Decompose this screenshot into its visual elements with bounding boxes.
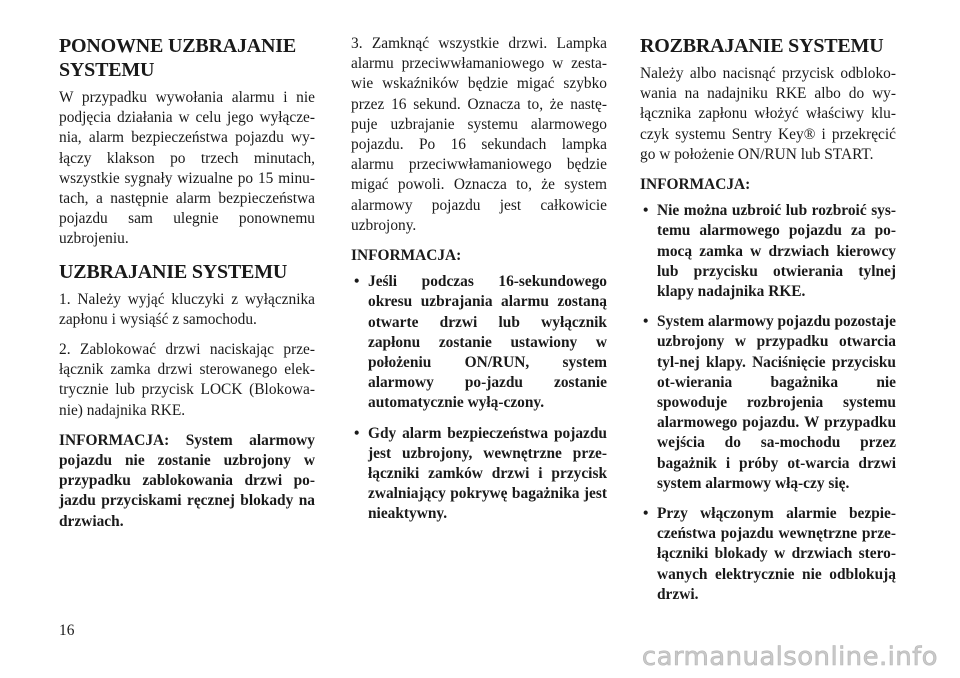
watermark: carmanualsonline.info (641, 642, 938, 672)
bullet-icon: • (643, 313, 649, 331)
bullet-icon: • (354, 273, 360, 291)
note-bullet-item (351, 424, 607, 525)
bullet-text: Jeśli podczas 16-sekundowego okresu uzbrajania alarmu zostaną otwarte drzwi lub wyłącznik zapłonu zostanie ustawiony w położeniu ON/RUN, system alarmowy po-jazdu zostanie automatycznie wyłą-czony. (368, 273, 607, 412)
arming-step-3: 3. Zamknąć wszystkie drzwi. Lampka alarmu przeciwwłamaniowego w zesta-wie wskaźników będzie migać szybko przez 16 sekund. Oznacza to, że nastę-puje uzbrajanie systemu alarmowego pojazdu. Po 16 sekundach lampka alarmu przeciwwłamaniowego będzie migać powoli. Oznacza to, że system alarmowy pojazdu jest całkowicie uzbrojony. (351, 35, 607, 234)
page-number: 16 (59, 622, 75, 639)
disarming-paragraph: Należy albo nacisnąć przycisk odbloko-wania na nadajniku RKE albo do wy-łącznika zapłonu włożyć właściwy klu-czyk systemu Sentry Key® i przekręcić go w położenie ON/RUN lub START. (640, 65, 896, 163)
note-bullet-list (640, 201, 896, 605)
note-bullet-item (351, 272, 607, 413)
bullet-text: Gdy alarm bezpieczeństwa pojazdu jest uzbrojony, wewnętrzne prze-łączniki zamków drzwi i przycisk zwalniający pokrywę bagażnika jest nieaktywny. (368, 424, 607, 523)
note-bullet-item (640, 504, 896, 605)
section-heading-disarming: ROZBRAJANIE SYSTEMU (640, 35, 884, 57)
arming-note: INFORMACJA: System alarmowy pojazdu nie zostanie uzbrojony w przypadku zablokowania drzwi po-jazdu przyciskami ręcznej blokady na drzwiach. (59, 431, 315, 530)
section-heading-rearming: PONOWNE UZBRAJANIE SYSTEMU (59, 35, 296, 81)
note-bullet-item (640, 201, 896, 302)
right-column (640, 34, 896, 615)
bullet-icon: • (643, 505, 649, 523)
arming-step-2: 2. Zablokować drzwi naciskając prze-łącznik zamka drzwi sterowanego elek-trycznie lub przycisk LOCK (Blokowa-nie) nadajnika RKE. (59, 341, 315, 419)
bullet-icon: • (643, 202, 649, 220)
note-label: INFORMACJA: (640, 176, 751, 194)
rearming-paragraph: W przypadku wywołania alarmu i nie podjęcia działania w celu jego wyłącze-nia, alarm bezpieczeństwa pojazdu wy-łączy klakson po trzech minutach, wszystkie sygnały wizualne po 15 minu-tach, a następnie alarm bezpieczeństwa pojazdu sam ulegnie ponownemu uzbrojeniu. (59, 89, 315, 248)
bullet-icon: • (354, 424, 360, 442)
arming-step-1: 1. Należy wyjąć kluczyki z wyłącznika zapłonu i wysiąść z samochodu. (59, 290, 315, 328)
section-heading-arming: UZBRAJANIE SYSTEMU (59, 260, 288, 283)
bullet-text: Przy włączonym alarmie bezpie-czeństwa pojazdu wewnętrzne prze-łączniki blokady w drzwiach stero-wanych elektrycznie nie odblokują drzwi. (657, 505, 896, 603)
note-bullet-item (640, 312, 896, 494)
left-column (59, 34, 315, 542)
bullet-text: Nie można uzbroić lub rozbroić sys-temu alarmowego pojazdu za po-mocą zamka w drzwiach kierowcy lub przycisku otwierania tylnej klapy nadajnika RKE. (657, 202, 896, 301)
note-label: INFORMACJA: (351, 247, 462, 265)
middle-column (351, 34, 607, 535)
note-bullet-list (351, 272, 607, 524)
bullet-text: System alarmowy pojazdu pozostaje uzbrojony w przypadku otwarcia tyl-nej klapy. Naciśnięcie przycisku ot-wierania bagażnika nie spowoduje rozbrojenia systemu alarmowego pojazdu. W przypadku wejścia do sa-mochodu przez bagażnik i próby ot-warcia drzwi system alarmowy włą-czy się. (657, 313, 896, 492)
